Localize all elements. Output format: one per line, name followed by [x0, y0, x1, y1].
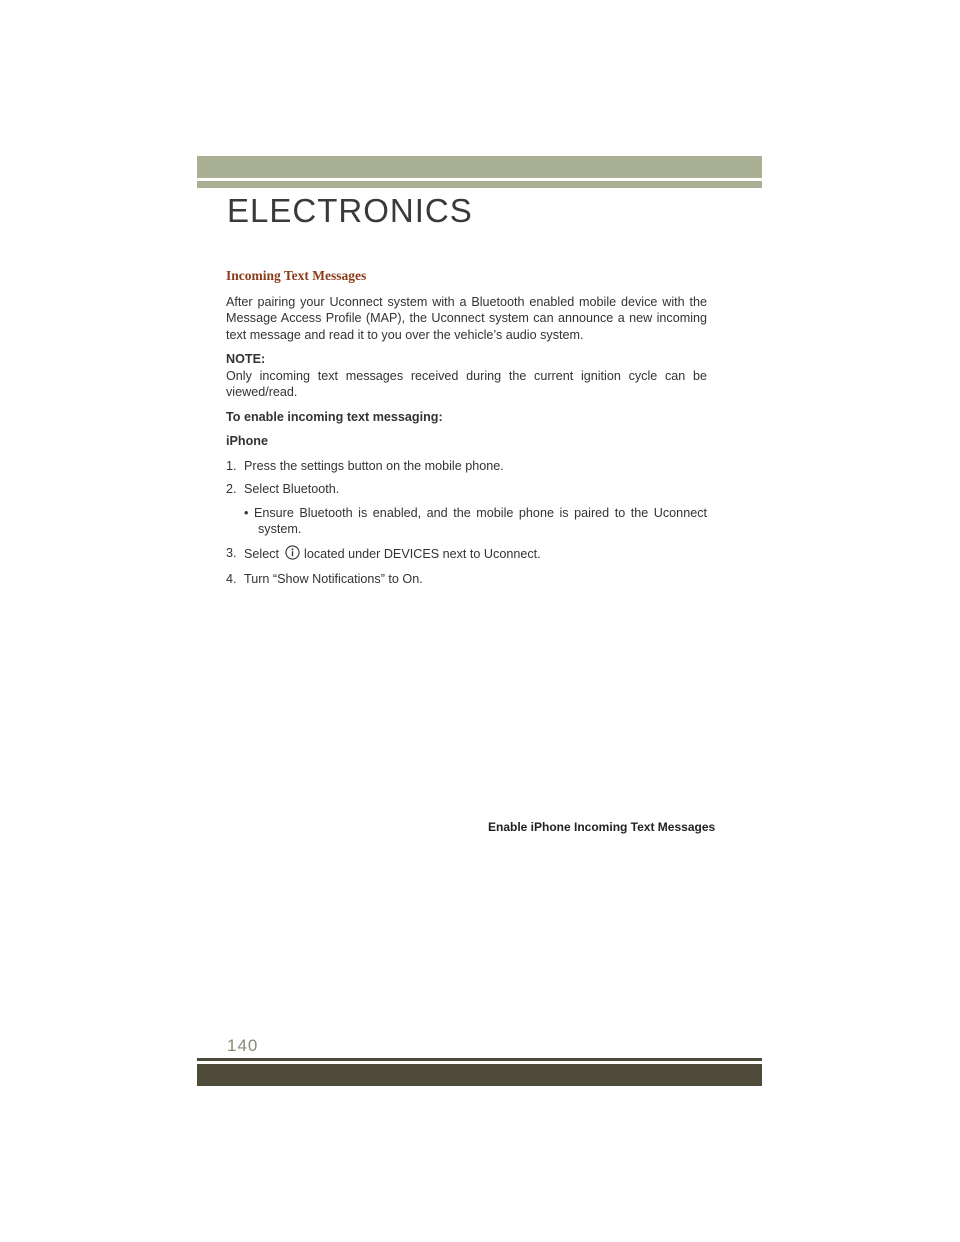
device-heading: iPhone [226, 434, 268, 448]
page-number: 140 [227, 1036, 259, 1055]
note-label: NOTE: [226, 352, 266, 366]
section-title: ELECTRONICS [227, 192, 473, 229]
intro-paragraph: After pairing your Uconnect system with a Bluetooth enabled mobile device with the Message Access Profile (MAP), the Uconnect system can announce a new incoming text message and read it to you over the vehicle’s audio system. [226, 294, 707, 342]
step-text [244, 545, 541, 565]
enable-heading: To enable incoming text messaging: [226, 409, 443, 424]
bullet-item: • Ensure Bluetooth is enabled, and the mobile phone is paired to the Uconnect system. [244, 505, 707, 536]
step-item [226, 571, 707, 588]
step-item [226, 545, 707, 565]
step-text: Press the settings button on the mobile phone. [244, 458, 504, 473]
step-text-after: located under DEVICES next to Uconnect. [304, 546, 541, 561]
step-item [226, 481, 707, 498]
step-text: Turn “Show Notifications” to On. [244, 572, 423, 586]
note-text: Only incoming text messages received during the current ignition cycle can be viewed/read. [226, 368, 707, 399]
subsection-heading: Incoming Text Messages [226, 268, 367, 283]
step-item [226, 458, 707, 475]
header-rule [197, 181, 762, 188]
info-circle-icon [285, 545, 300, 565]
step-number: 2. [226, 482, 237, 496]
header-band [197, 156, 762, 178]
figure-caption: Enable iPhone Incoming Text Messages [488, 820, 716, 834]
step-text: Select Bluetooth. [244, 482, 340, 496]
step-number: 4. [226, 572, 237, 586]
step-number: 1. [226, 458, 237, 473]
footer-band [197, 1064, 762, 1086]
step-number: 3. [226, 545, 237, 560]
footer-rule [197, 1058, 762, 1061]
step-text-before: Select [244, 546, 280, 561]
page-content [226, 268, 707, 595]
